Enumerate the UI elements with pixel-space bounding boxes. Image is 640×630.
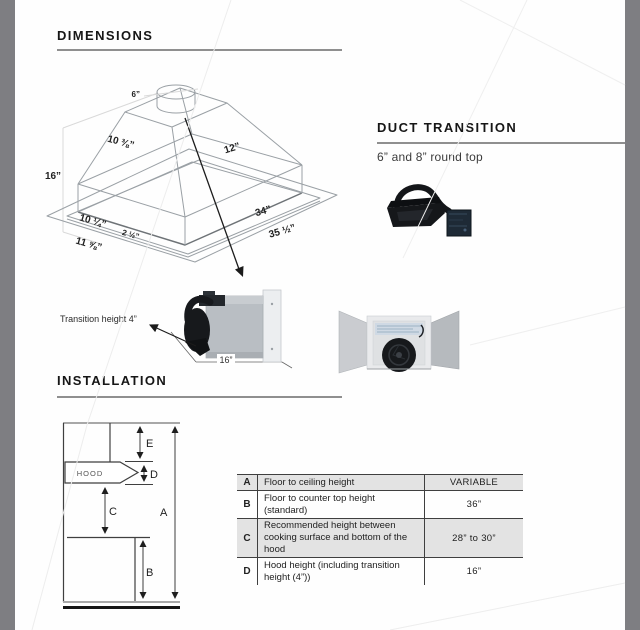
dim-duct-label: 6” [131, 90, 140, 99]
front-flange-panel [263, 290, 281, 362]
duct-transition-title: DUCT TRANSITION [377, 120, 518, 135]
depth-dimension-line [196, 362, 292, 368]
left-baffle-panel [339, 311, 367, 373]
row-value: 36” [466, 499, 482, 510]
dim-height-label: 16” [44, 171, 62, 182]
transition-height-note: Transition height 4” [60, 314, 137, 324]
dim-letter-d: D [150, 469, 158, 481]
dim-letter-a: A [160, 507, 168, 519]
installation-title: INSTALLATION [57, 373, 168, 388]
dim-top-depth-label: 10 ⅜” [106, 133, 136, 152]
row-description: Floor to ceiling height [258, 475, 425, 490]
hood-isometric-drawing [40, 66, 360, 280]
dim-lip-label: 2 ½” [121, 227, 141, 242]
dim-top-width-label: 12” [222, 140, 242, 157]
table-row [237, 490, 523, 518]
row-value: 28” to 30” [452, 532, 496, 544]
right-baffle-panel [431, 311, 459, 369]
installation-diagram [50, 410, 190, 615]
hood-side-photo [170, 280, 295, 375]
row-description: Hood height (including transition height (4”)) [258, 558, 425, 585]
counter-outline [67, 538, 150, 603]
duct-transition-rule [377, 142, 625, 144]
dim-letter-b: B [146, 567, 154, 579]
table-row [237, 518, 523, 557]
dim-letter-c: C [109, 506, 117, 518]
dim-outer-depth-label: 11 ⅝” [74, 235, 104, 254]
row-value: VARIABLE [449, 477, 499, 488]
row-value: 16” [466, 566, 482, 577]
hood-bottom-photo [333, 303, 465, 378]
row-key: A [237, 475, 258, 490]
dim-inner-width-label: 34” [254, 204, 273, 220]
row-key: B [237, 491, 258, 518]
row-key: D [237, 558, 258, 585]
dim-outer-width-label: 35 ½” [267, 222, 297, 241]
table-row [237, 557, 523, 585]
dimensions-rule [57, 49, 342, 51]
hood-profile-label: HOOD [76, 469, 104, 478]
duct-callout-arrow [185, 118, 240, 272]
hood-depth-label: 16” [219, 355, 233, 365]
row-description: Floor to counter top height (standard) [258, 491, 425, 518]
dim-inner-depth-label: 10 ¼” [78, 212, 108, 231]
dim-letter-e: E [146, 438, 154, 450]
row-key: C [237, 519, 258, 557]
duct-transition-subtitle: 6” and 8” round top [377, 150, 483, 164]
row-description: Recommended height between cooking surface and bottom of the hood [258, 519, 425, 557]
installation-rule [57, 396, 342, 398]
installation-spec-table [237, 474, 523, 585]
table-row [237, 474, 523, 490]
duct-transition-photo [383, 180, 483, 242]
dimensions-title: DIMENSIONS [57, 28, 154, 43]
